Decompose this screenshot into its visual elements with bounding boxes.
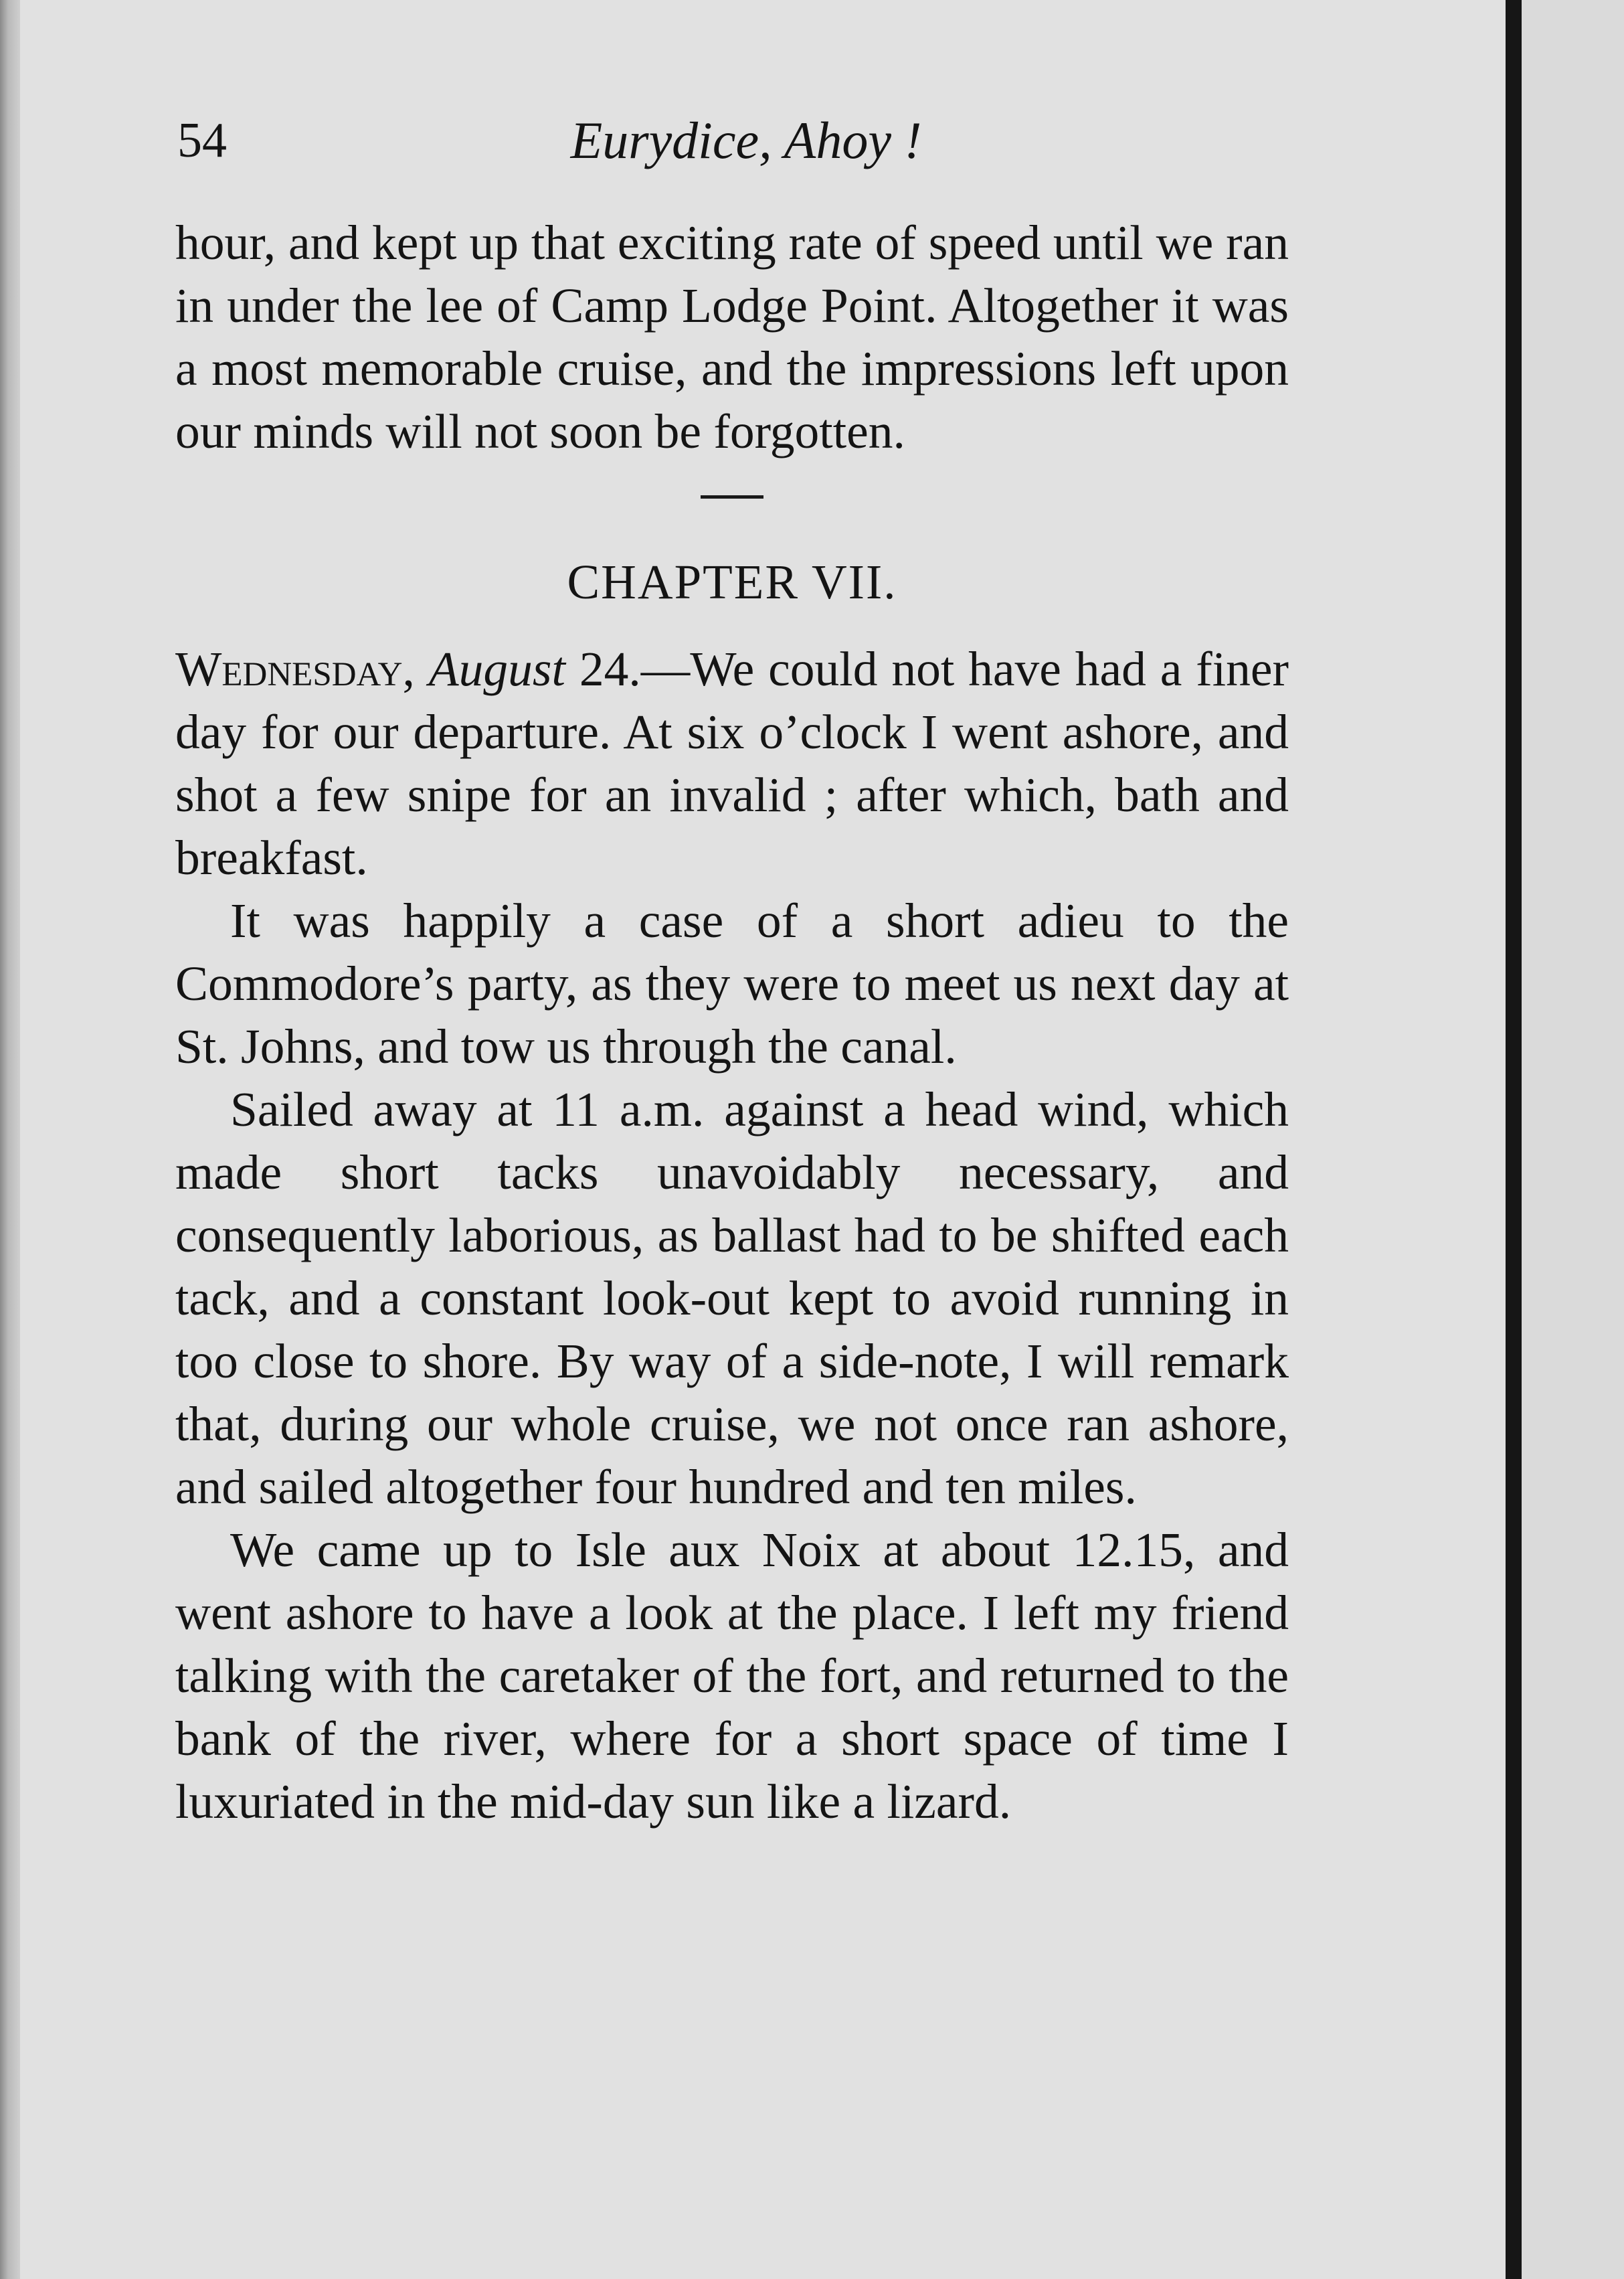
page-body: [175, 212, 1289, 1833]
opening-text: 24.—We could not have had a finer day for our departure. At six o’clock I went ashore, and shot a few snipe for an invalid ; after which, bath and breakfast.: [175, 642, 1289, 885]
opening-month: August: [428, 642, 565, 696]
facing-page-edge: [1522, 0, 1624, 2279]
running-title: Eurydice, Ahoy !: [570, 111, 922, 169]
paragraph-isle-aux-noix: We came up to Isle aux Noix at about 12.15, and went ashore to have a look at the place. I left my friend talking with the caretaker of the fort, and returned to the bank of the river, where for a short space of time I luxuriated in the mid-day sun like a lizard.: [175, 1523, 1289, 1829]
section-divider-rule: [701, 495, 763, 499]
page-number: 54: [177, 113, 227, 168]
page-header: [177, 107, 1288, 181]
book-spine-edge: [0, 0, 20, 2279]
chapter-heading: CHAPTER VII.: [567, 555, 897, 609]
paragraph-sailed-away: Sailed away at 11 a.m. against a head wind, which made short tacks unavoidably necessary, and consequently laborious, as ballast had to be shifted each tack, and a constant look-out kept to avoid running in too close to shore. By way of a side-note, I will remark that, during our whole cruise, we not once ran ashore, and sailed altogether four hundred and ten miles.: [175, 1082, 1289, 1514]
paragraph-adieu: It was happily a case of a short adieu to the Commodore’s party, as they were to meet us next day at St. Johns, and tow us through the canal.: [175, 894, 1289, 1074]
chapter-opening-paragraph: [175, 638, 1289, 890]
continuation-paragraph: hour, and kept up that exciting rate of speed until we ran in under the lee of Camp Lodge Point. Altogether it was a most memorable cruise, and the impressions left upon our minds will not soon be forgotten.: [175, 216, 1289, 458]
opening-day: Wednesday,: [175, 642, 415, 696]
gutter-shadow: [1506, 0, 1522, 2279]
